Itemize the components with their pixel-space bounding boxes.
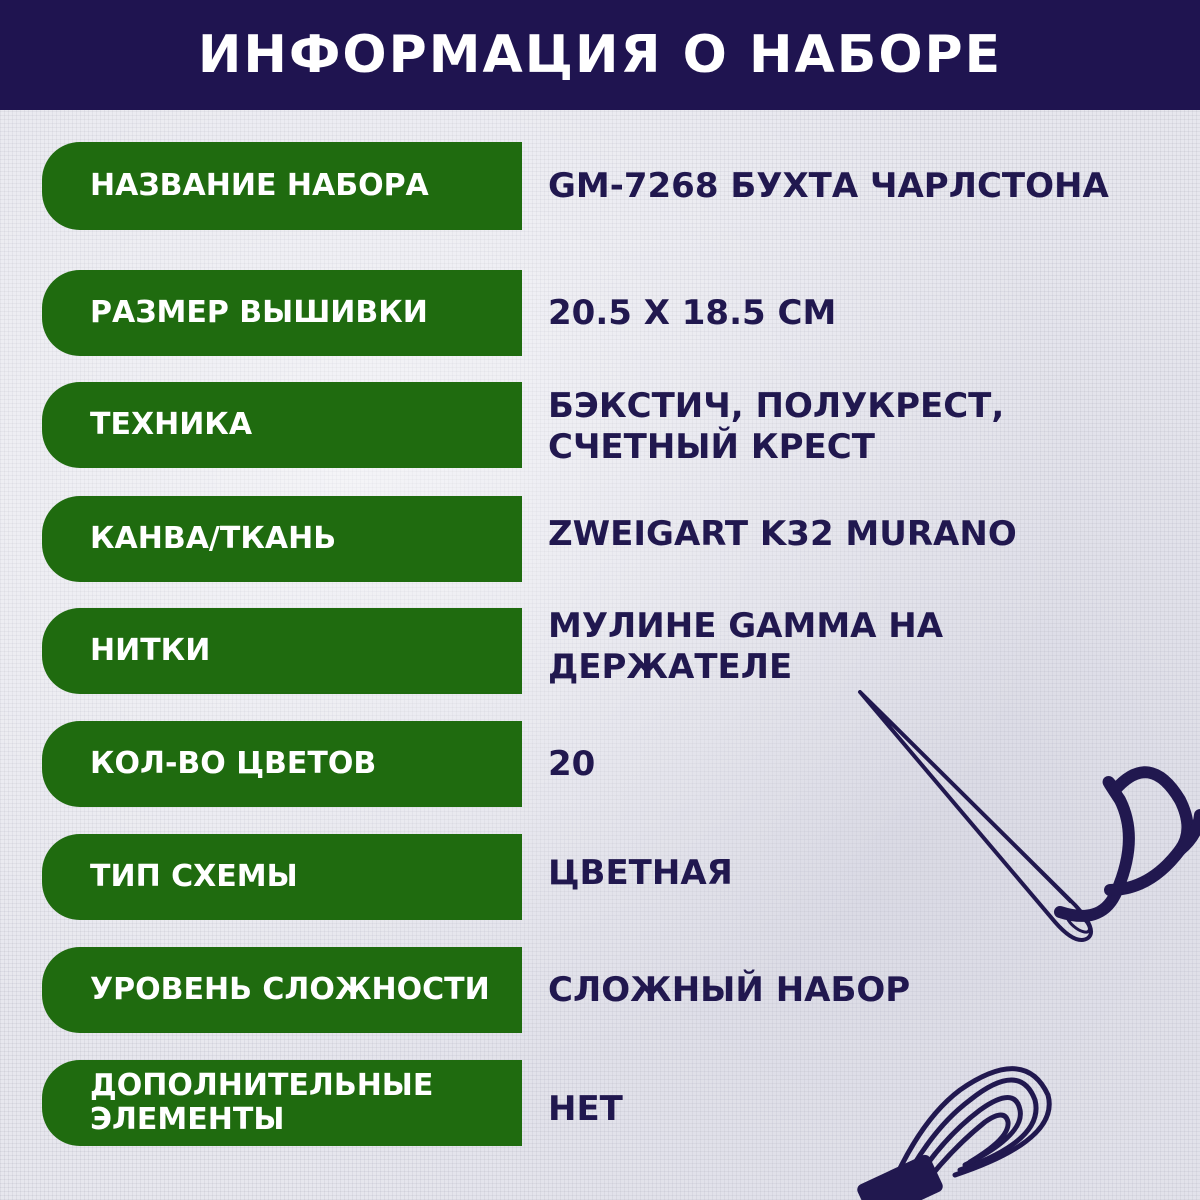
value-embroidery-size: 20.5 Х 18.5 СМ xyxy=(548,292,837,333)
value-threads: МУЛИНЕ GAMMA НА ДЕРЖАТЕЛЕ xyxy=(548,606,944,687)
label-scheme-type: ТИП СХЕМЫ xyxy=(42,834,522,920)
value-technique: БЭКСТИЧ, ПОЛУКРЕСТ, СЧЕТНЫЙ КРЕСТ xyxy=(548,386,1005,467)
label-embroidery-size: РАЗМЕР ВЫШИВКИ xyxy=(42,270,522,356)
label-color-count: КОЛ-ВО ЦВЕТОВ xyxy=(42,721,522,807)
label-difficulty: УРОВЕНЬ СЛОЖНОСТИ xyxy=(42,947,522,1033)
label-set-name: НАЗВАНИЕ НАБОРА xyxy=(42,142,522,230)
value-set-name: GM-7268 БУХТА ЧАРЛСТОНА xyxy=(548,165,1109,206)
needle-thread-icon xyxy=(850,690,1200,960)
label-canvas: КАНВА/ТКАНЬ xyxy=(42,496,522,582)
value-difficulty: СЛОЖНЫЙ НАБОР xyxy=(548,969,911,1010)
value-color-count: 20 xyxy=(548,743,596,784)
floss-skein-icon xyxy=(820,1040,1080,1200)
value-canvas: ZWEIGART K32 MURANO xyxy=(548,513,1017,554)
value-scheme-type: ЦВЕТНАЯ xyxy=(548,852,733,893)
header-bar xyxy=(0,0,1200,110)
label-technique: ТЕХНИКА xyxy=(42,382,522,468)
label-extra-elements: ДОПОЛНИТЕЛЬНЫЕ ЭЛЕМЕНТЫ xyxy=(42,1060,522,1146)
value-extra-elements: НЕТ xyxy=(548,1088,623,1129)
label-threads: НИТКИ xyxy=(42,608,522,694)
page-title: ИНФОРМАЦИЯ О НАБОРЕ xyxy=(197,25,1003,85)
